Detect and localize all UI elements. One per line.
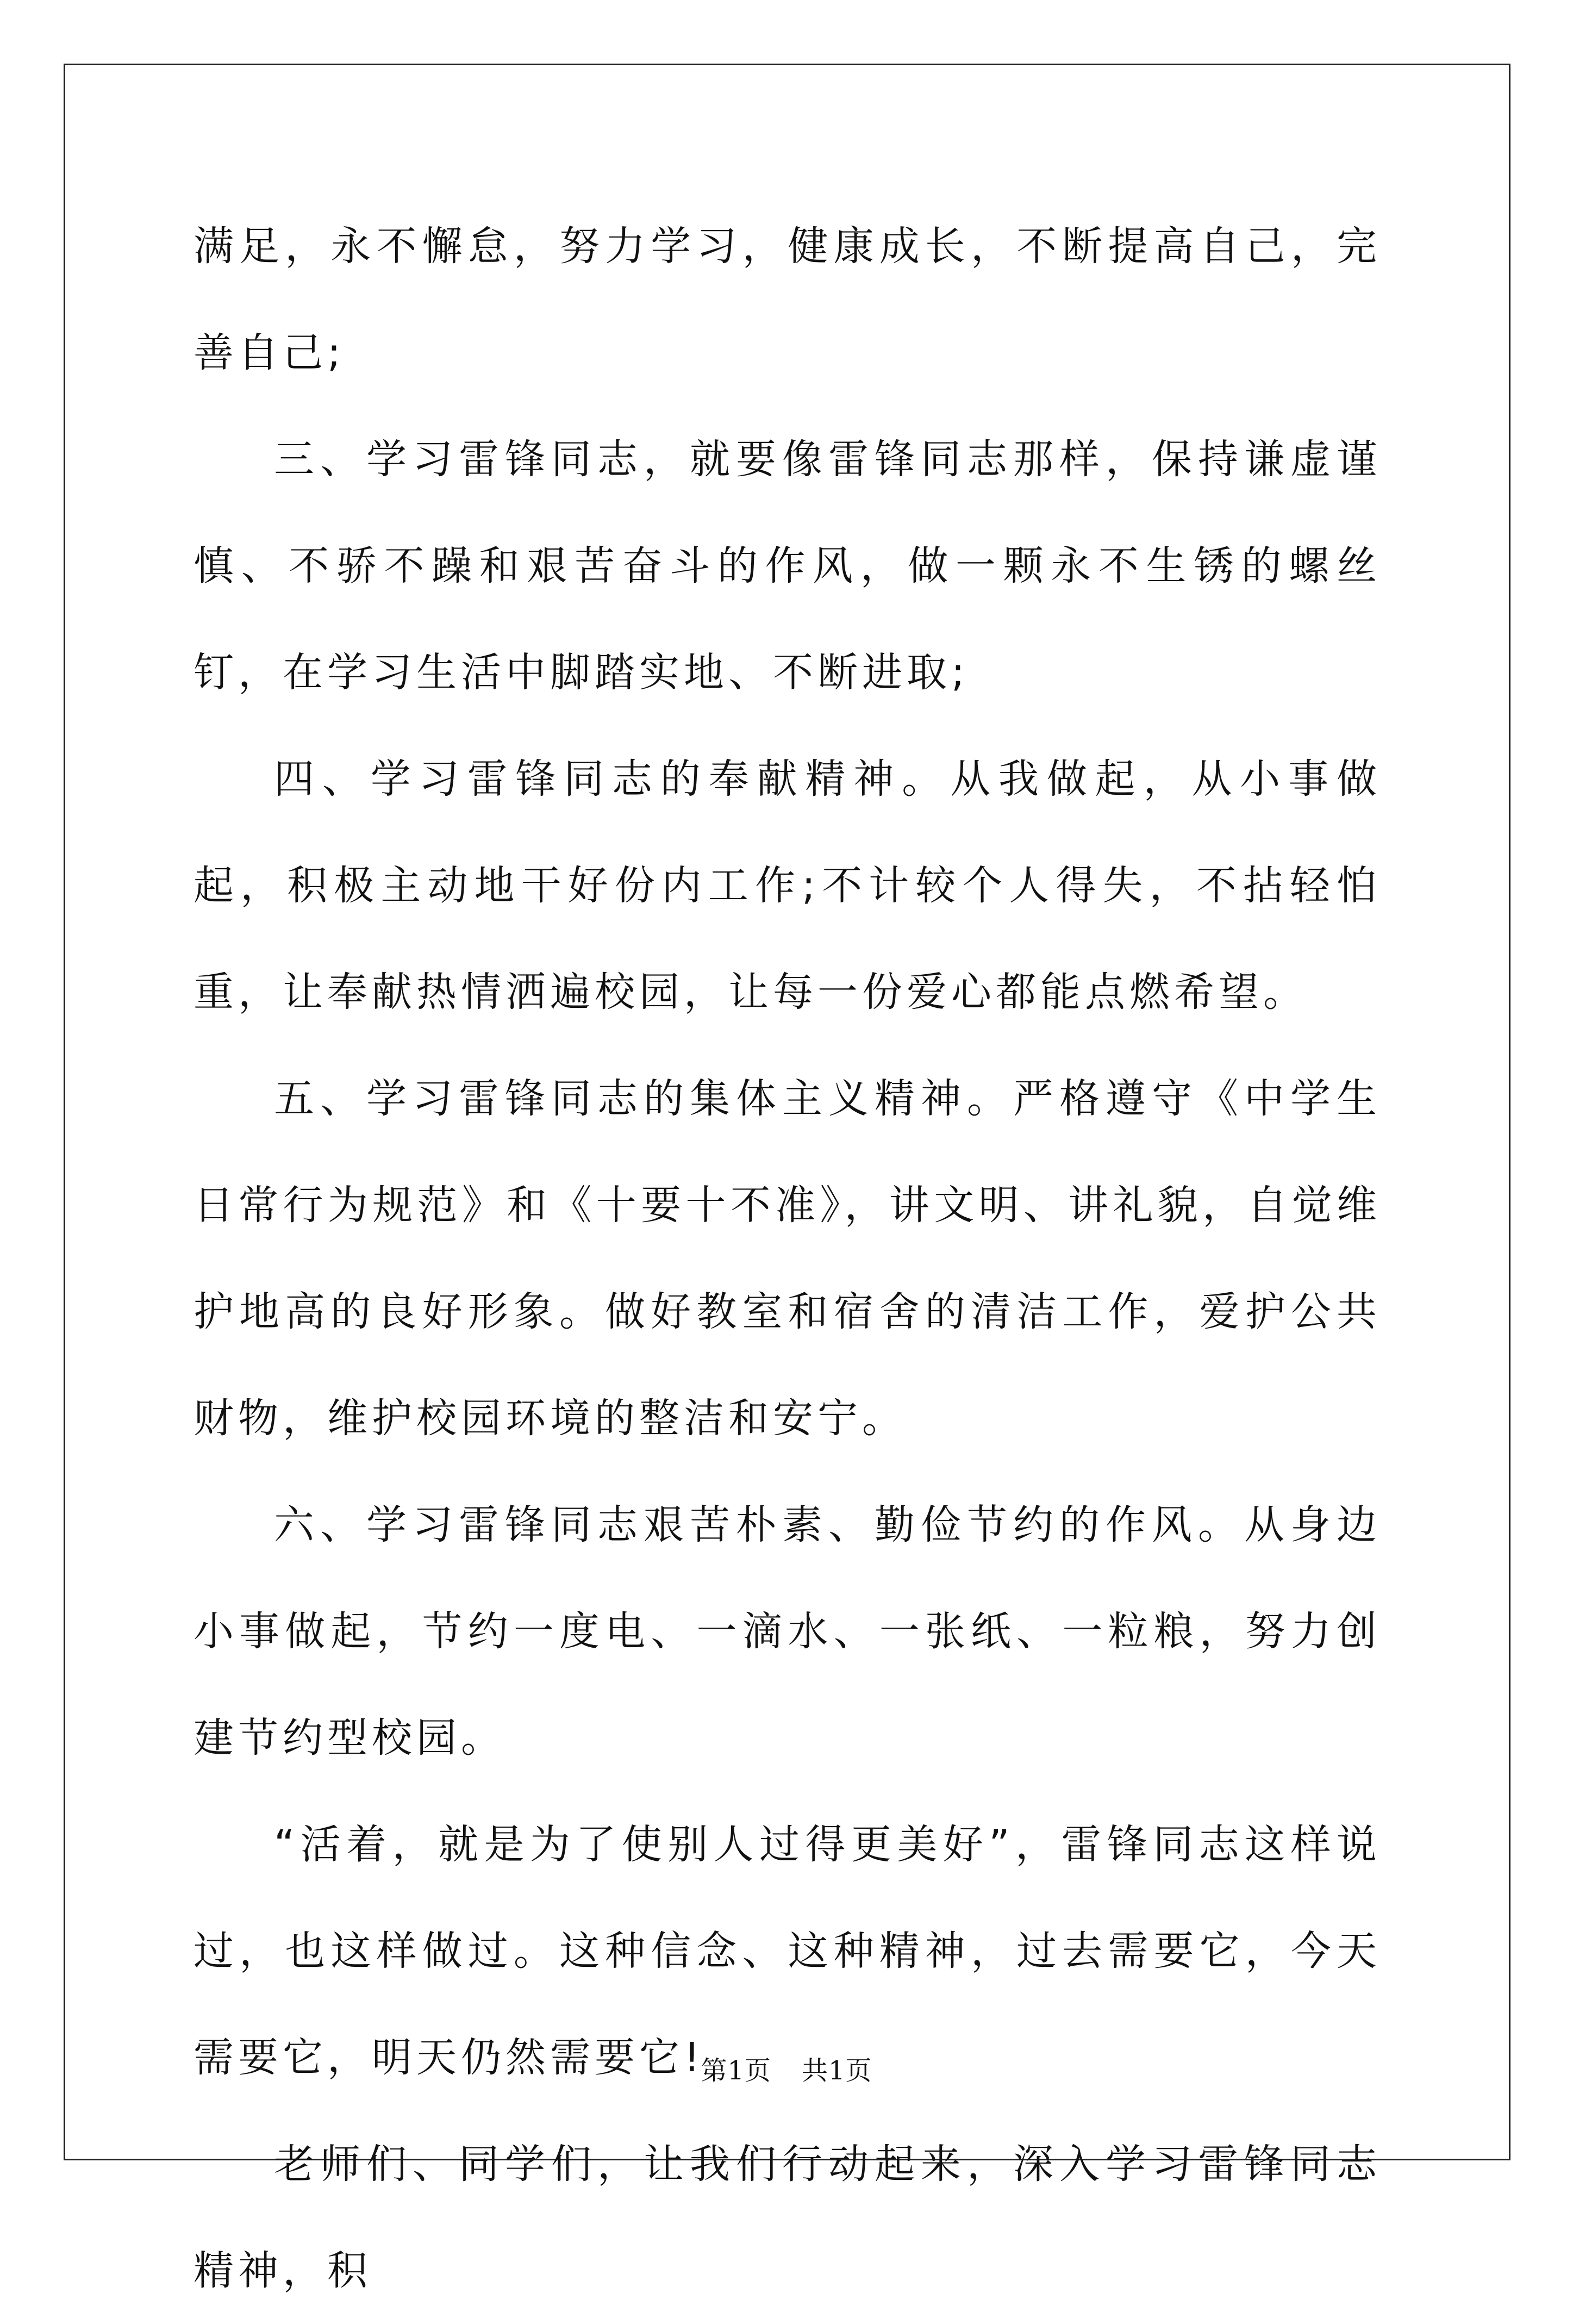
paragraph-point-five: 五、学习雷锋同志的集体主义精神。严格遵守《中学生日常行为规范》和《十要十不准》，讲文明、讲礼貌，自觉维护地高的良好形象。做好教室和宿舍的清洁工作，爱护公共财物，维护校园环境的整洁和安宁。 [193, 1075, 1381, 1442]
paragraph-point-four: 四、学习雷锋同志的奉献精神。从我做起，从小事做起，积极主动地干好份内工作;不计较个人得失，不拈轻怕重，让奉献热情洒遍校园，让每一份爱心都能点燃希望。 [193, 756, 1381, 1015]
paragraph-continuation: 满足，永不懈怠，努力学习，健康成长，不断提高自己，完善自己; [193, 223, 1381, 376]
paragraph-closing: 老师们、同学们，让我们行动起来，深入学习雷锋同志精神，积 [193, 2141, 1381, 2294]
paragraph-point-six: 六、学习雷锋同志艰苦朴素、勤俭节约的作风。从身边小事做起，节约一度电、一滴水、一张纸、一粒粮，努力创建节约型校园。 [193, 1501, 1381, 1761]
paragraph-quote: “活着，就是为了使别人过得更美好”，雷锋同志这样说过，也这样做过。这种信念、这种精神，过去需要它，今天需要它，明天仍然需要它! [193, 1821, 1381, 2081]
page-footer [0, 2049, 1573, 2087]
document-body [193, 193, 1381, 2324]
page-total: 共1页 [802, 2055, 872, 2086]
paragraph-point-three: 三、学习雷锋同志，就要像雷锋同志那样，保持谦虚谨慎、不骄不躁和艰苦奋斗的作风，做一颗永不生锈的螺丝钉，在学习生活中脚踏实地、不断进取; [193, 436, 1381, 696]
page-number: 第1页 [701, 2055, 771, 2086]
